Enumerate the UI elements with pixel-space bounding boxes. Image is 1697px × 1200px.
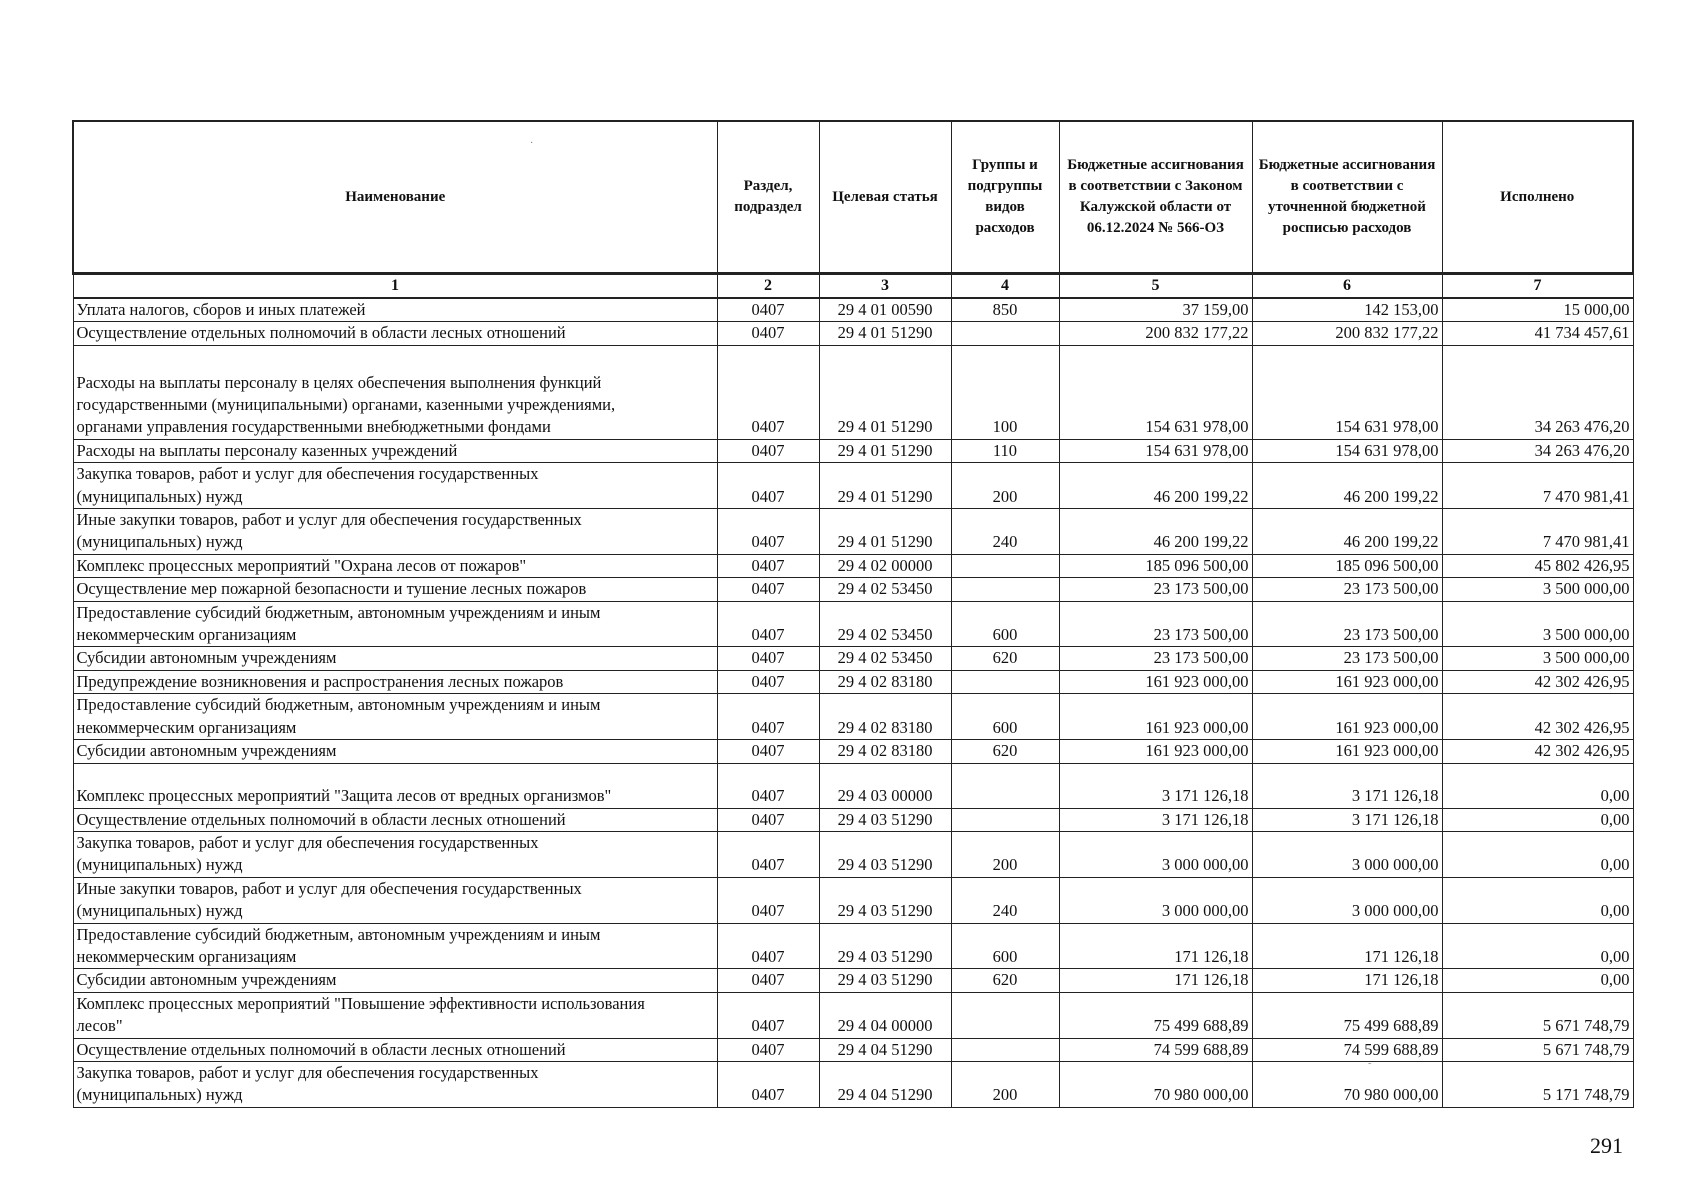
- table-row: [73, 670, 1633, 693]
- row-expense-group: 600: [951, 923, 1059, 969]
- row-executed: 3 500 000,00: [1442, 647, 1633, 670]
- row-section: 0407: [717, 969, 819, 992]
- row-executed: 0,00: [1442, 808, 1633, 831]
- row-section: 0407: [717, 509, 819, 555]
- row-executed: 0,00: [1442, 831, 1633, 877]
- row-refined-allocation: 200 832 177,22: [1252, 322, 1442, 345]
- row-executed: 5 671 748,79: [1442, 1038, 1633, 1061]
- header-law-allocation: Бюджетные ассигнования в соответствии с Законом Калужской области от 06.12.2024 № 566-ОЗ: [1059, 121, 1252, 274]
- table-row: [73, 647, 1633, 670]
- row-executed: 5 671 748,79: [1442, 992, 1633, 1038]
- row-refined-allocation: 3 000 000,00: [1252, 831, 1442, 877]
- row-target-article: 29 4 02 53450: [819, 601, 951, 647]
- row-expense-group: [951, 670, 1059, 693]
- column-number: 3: [819, 274, 951, 299]
- row-name: Субсидии автономным учреждениям: [73, 740, 717, 763]
- row-name: Комплекс процессных мероприятий "Охрана лесов от пожаров": [73, 554, 717, 577]
- page-number: 291: [1590, 1133, 1623, 1158]
- row-executed: 34 263 476,20: [1442, 345, 1633, 439]
- row-target-article: 29 4 03 51290: [819, 969, 951, 992]
- row-expense-group: 200: [951, 831, 1059, 877]
- row-expense-group: [951, 322, 1059, 345]
- row-law-allocation: 23 173 500,00: [1059, 647, 1252, 670]
- row-section: 0407: [717, 831, 819, 877]
- header-expense-group: Группы и подгруппы видов расходов: [951, 121, 1059, 274]
- row-law-allocation: 46 200 199,22: [1059, 509, 1252, 555]
- row-refined-allocation: 46 200 199,22: [1252, 509, 1442, 555]
- row-target-article: 29 4 02 83180: [819, 670, 951, 693]
- row-refined-allocation: 161 923 000,00: [1252, 740, 1442, 763]
- row-name: Закупка товаров, работ и услуг для обеспечения государственных (муниципальных) нужд: [73, 463, 717, 509]
- row-name: Расходы на выплаты персоналу в целях обеспечения выполнения функций государственными (муниципальными) органами, казенными учреждениями, органами управления государственными внебюджетными фондами: [73, 345, 717, 439]
- header-refined-allocation: Бюджетные ассигнования в соответствии с уточненной бюджетной росписью расходов: [1252, 121, 1442, 274]
- row-expense-group: 850: [951, 298, 1059, 322]
- row-refined-allocation: 161 923 000,00: [1252, 694, 1442, 740]
- row-target-article: 29 4 04 51290: [819, 1038, 951, 1061]
- budget-sheet: [72, 120, 1634, 1108]
- row-section: 0407: [717, 992, 819, 1038]
- row-executed: 42 302 426,95: [1442, 694, 1633, 740]
- row-refined-allocation: 3 171 126,18: [1252, 763, 1442, 808]
- table-row: [73, 923, 1633, 969]
- row-section: 0407: [717, 1038, 819, 1061]
- table-row: [73, 439, 1633, 462]
- table-row: [73, 992, 1633, 1038]
- row-law-allocation: 171 126,18: [1059, 969, 1252, 992]
- row-expense-group: 110: [951, 439, 1059, 462]
- row-section: 0407: [717, 670, 819, 693]
- row-law-allocation: 3 000 000,00: [1059, 877, 1252, 923]
- table-row: [73, 578, 1633, 601]
- row-target-article: 29 4 03 51290: [819, 923, 951, 969]
- row-target-article: 29 4 04 51290: [819, 1061, 951, 1107]
- header-executed: Исполнено: [1442, 121, 1633, 274]
- table-body: [73, 298, 1633, 1107]
- row-name: Субсидии автономным учреждениям: [73, 969, 717, 992]
- row-law-allocation: 3 000 000,00: [1059, 831, 1252, 877]
- table-row: [73, 345, 1633, 439]
- column-number: 1: [73, 274, 717, 299]
- row-target-article: 29 4 01 00590: [819, 298, 951, 322]
- table-row: [73, 298, 1633, 322]
- row-name: Осуществление отдельных полномочий в области лесных отношений: [73, 808, 717, 831]
- row-target-article: 29 4 03 51290: [819, 877, 951, 923]
- row-expense-group: 620: [951, 647, 1059, 670]
- row-section: 0407: [717, 601, 819, 647]
- row-executed: 0,00: [1442, 969, 1633, 992]
- row-executed: 0,00: [1442, 877, 1633, 923]
- row-law-allocation: 75 499 688,89: [1059, 992, 1252, 1038]
- row-executed: 41 734 457,61: [1442, 322, 1633, 345]
- row-refined-allocation: 74 599 688,89: [1252, 1038, 1442, 1061]
- row-law-allocation: 74 599 688,89: [1059, 1038, 1252, 1061]
- row-section: 0407: [717, 322, 819, 345]
- row-refined-allocation: 154 631 978,00: [1252, 439, 1442, 462]
- row-expense-group: 100: [951, 345, 1059, 439]
- row-expense-group: 240: [951, 509, 1059, 555]
- table-row: [73, 601, 1633, 647]
- row-target-article: 29 4 02 00000: [819, 554, 951, 577]
- row-name: Комплекс процессных мероприятий "Повышение эффективности использования лесов": [73, 992, 717, 1038]
- row-expense-group: [951, 554, 1059, 577]
- row-section: 0407: [717, 463, 819, 509]
- row-law-allocation: 37 159,00: [1059, 298, 1252, 322]
- column-number-row: [73, 274, 1633, 299]
- row-refined-allocation: 23 173 500,00: [1252, 647, 1442, 670]
- row-refined-allocation: 23 173 500,00: [1252, 601, 1442, 647]
- row-law-allocation: 46 200 199,22: [1059, 463, 1252, 509]
- row-section: 0407: [717, 763, 819, 808]
- table-row: [73, 740, 1633, 763]
- row-target-article: 29 4 01 51290: [819, 345, 951, 439]
- row-target-article: 29 4 03 00000: [819, 763, 951, 808]
- table-row: [73, 808, 1633, 831]
- row-section: 0407: [717, 345, 819, 439]
- table-row: [73, 763, 1633, 808]
- row-target-article: 29 4 02 83180: [819, 740, 951, 763]
- row-law-allocation: 3 171 126,18: [1059, 808, 1252, 831]
- row-expense-group: 200: [951, 463, 1059, 509]
- row-name: Осуществление отдельных полномочий в области лесных отношений: [73, 322, 717, 345]
- row-target-article: 29 4 02 53450: [819, 578, 951, 601]
- row-expense-group: 600: [951, 601, 1059, 647]
- row-expense-group: [951, 763, 1059, 808]
- row-law-allocation: 154 631 978,00: [1059, 439, 1252, 462]
- row-section: 0407: [717, 877, 819, 923]
- column-number: 7: [1442, 274, 1633, 299]
- row-target-article: 29 4 01 51290: [819, 439, 951, 462]
- row-target-article: 29 4 03 51290: [819, 808, 951, 831]
- table-row: [73, 694, 1633, 740]
- row-expense-group: [951, 992, 1059, 1038]
- row-section: 0407: [717, 923, 819, 969]
- row-name: Иные закупки товаров, работ и услуг для обеспечения государственных (муниципальных) нужд: [73, 877, 717, 923]
- row-name: Закупка товаров, работ и услуг для обеспечения государственных (муниципальных) нужд: [73, 1061, 717, 1107]
- row-law-allocation: 161 923 000,00: [1059, 740, 1252, 763]
- scan-speck: ·: [530, 138, 534, 149]
- row-refined-allocation: 154 631 978,00: [1252, 345, 1442, 439]
- row-executed: 5 171 748,79: [1442, 1061, 1633, 1107]
- row-name: Осуществление отдельных полномочий в области лесных отношений: [73, 1038, 717, 1061]
- row-law-allocation: 200 832 177,22: [1059, 322, 1252, 345]
- table-row: [73, 509, 1633, 555]
- row-expense-group: [951, 808, 1059, 831]
- column-number: 4: [951, 274, 1059, 299]
- row-target-article: 29 4 03 51290: [819, 831, 951, 877]
- row-section: 0407: [717, 1061, 819, 1107]
- column-number: 6: [1252, 274, 1442, 299]
- table-row: [73, 1061, 1633, 1107]
- row-expense-group: [951, 578, 1059, 601]
- row-name: Комплекс процессных мероприятий "Защита лесов от вредных организмов": [73, 763, 717, 808]
- header-section: Раздел, подраздел: [717, 121, 819, 274]
- row-executed: 0,00: [1442, 923, 1633, 969]
- row-executed: 7 470 981,41: [1442, 509, 1633, 555]
- table-row: [73, 322, 1633, 345]
- row-executed: 3 500 000,00: [1442, 578, 1633, 601]
- row-executed: 15 000,00: [1442, 298, 1633, 322]
- row-section: 0407: [717, 808, 819, 831]
- table-row: [73, 463, 1633, 509]
- table-row: [73, 554, 1633, 577]
- row-target-article: 29 4 04 00000: [819, 992, 951, 1038]
- row-refined-allocation: 3 171 126,18: [1252, 808, 1442, 831]
- row-refined-allocation: 3 000 000,00: [1252, 877, 1442, 923]
- row-refined-allocation: 171 126,18: [1252, 923, 1442, 969]
- row-executed: 34 263 476,20: [1442, 439, 1633, 462]
- row-law-allocation: 70 980 000,00: [1059, 1061, 1252, 1107]
- row-name: Иные закупки товаров, работ и услуг для обеспечения государственных (муниципальных) нужд: [73, 509, 717, 555]
- row-refined-allocation: 185 096 500,00: [1252, 554, 1442, 577]
- row-executed: 3 500 000,00: [1442, 601, 1633, 647]
- row-name: Осуществление мер пожарной безопасности и тушение лесных пожаров: [73, 578, 717, 601]
- row-section: 0407: [717, 647, 819, 670]
- row-law-allocation: 154 631 978,00: [1059, 345, 1252, 439]
- row-target-article: 29 4 02 83180: [819, 694, 951, 740]
- row-refined-allocation: 75 499 688,89: [1252, 992, 1442, 1038]
- row-name: Предупреждение возникновения и распространения лесных пожаров: [73, 670, 717, 693]
- row-refined-allocation: 161 923 000,00: [1252, 670, 1442, 693]
- row-refined-allocation: 171 126,18: [1252, 969, 1442, 992]
- row-section: 0407: [717, 694, 819, 740]
- row-executed: 42 302 426,95: [1442, 670, 1633, 693]
- row-executed: 7 470 981,41: [1442, 463, 1633, 509]
- table-header-row: [73, 121, 1633, 274]
- row-target-article: 29 4 01 51290: [819, 322, 951, 345]
- row-expense-group: 200: [951, 1061, 1059, 1107]
- row-expense-group: 600: [951, 694, 1059, 740]
- row-name: Уплата налогов, сборов и иных платежей: [73, 298, 717, 322]
- row-section: 0407: [717, 439, 819, 462]
- table-row: [73, 1038, 1633, 1061]
- row-target-article: 29 4 02 53450: [819, 647, 951, 670]
- row-target-article: 29 4 01 51290: [819, 463, 951, 509]
- row-law-allocation: 161 923 000,00: [1059, 670, 1252, 693]
- row-expense-group: [951, 1038, 1059, 1061]
- row-refined-allocation: 142 153,00: [1252, 298, 1442, 322]
- table-row: [73, 969, 1633, 992]
- table-row: [73, 877, 1633, 923]
- header-name: Наименование: [73, 121, 717, 274]
- row-section: 0407: [717, 554, 819, 577]
- row-name: Расходы на выплаты персоналу казенных учреждений: [73, 439, 717, 462]
- row-section: 0407: [717, 740, 819, 763]
- row-law-allocation: 3 171 126,18: [1059, 763, 1252, 808]
- row-law-allocation: 171 126,18: [1059, 923, 1252, 969]
- row-law-allocation: 161 923 000,00: [1059, 694, 1252, 740]
- row-expense-group: 620: [951, 969, 1059, 992]
- row-name: Предоставление субсидий бюджетным, автономным учреждениям и иным некоммерческим организациям: [73, 923, 717, 969]
- scan-speck: ˜: [1368, 1062, 1372, 1073]
- row-refined-allocation: 70 980 000,00: [1252, 1061, 1442, 1107]
- table-row: [73, 831, 1633, 877]
- row-name: Предоставление субсидий бюджетным, автономным учреждениям и иным некоммерческим организациям: [73, 694, 717, 740]
- row-refined-allocation: 46 200 199,22: [1252, 463, 1442, 509]
- row-executed: 42 302 426,95: [1442, 740, 1633, 763]
- row-section: 0407: [717, 578, 819, 601]
- row-executed: 45 802 426,95: [1442, 554, 1633, 577]
- row-name: Закупка товаров, работ и услуг для обеспечения государственных (муниципальных) нужд: [73, 831, 717, 877]
- row-name: Субсидии автономным учреждениям: [73, 647, 717, 670]
- row-expense-group: 240: [951, 877, 1059, 923]
- row-law-allocation: 185 096 500,00: [1059, 554, 1252, 577]
- row-executed: 0,00: [1442, 763, 1633, 808]
- row-name: Предоставление субсидий бюджетным, автономным учреждениям и иным некоммерческим организациям: [73, 601, 717, 647]
- column-number: 5: [1059, 274, 1252, 299]
- row-section: 0407: [717, 298, 819, 322]
- row-refined-allocation: 23 173 500,00: [1252, 578, 1442, 601]
- budget-table: [72, 120, 1634, 1108]
- row-law-allocation: 23 173 500,00: [1059, 601, 1252, 647]
- row-law-allocation: 23 173 500,00: [1059, 578, 1252, 601]
- row-target-article: 29 4 01 51290: [819, 509, 951, 555]
- column-number: 2: [717, 274, 819, 299]
- header-target-article: Целевая статья: [819, 121, 951, 274]
- row-expense-group: 620: [951, 740, 1059, 763]
